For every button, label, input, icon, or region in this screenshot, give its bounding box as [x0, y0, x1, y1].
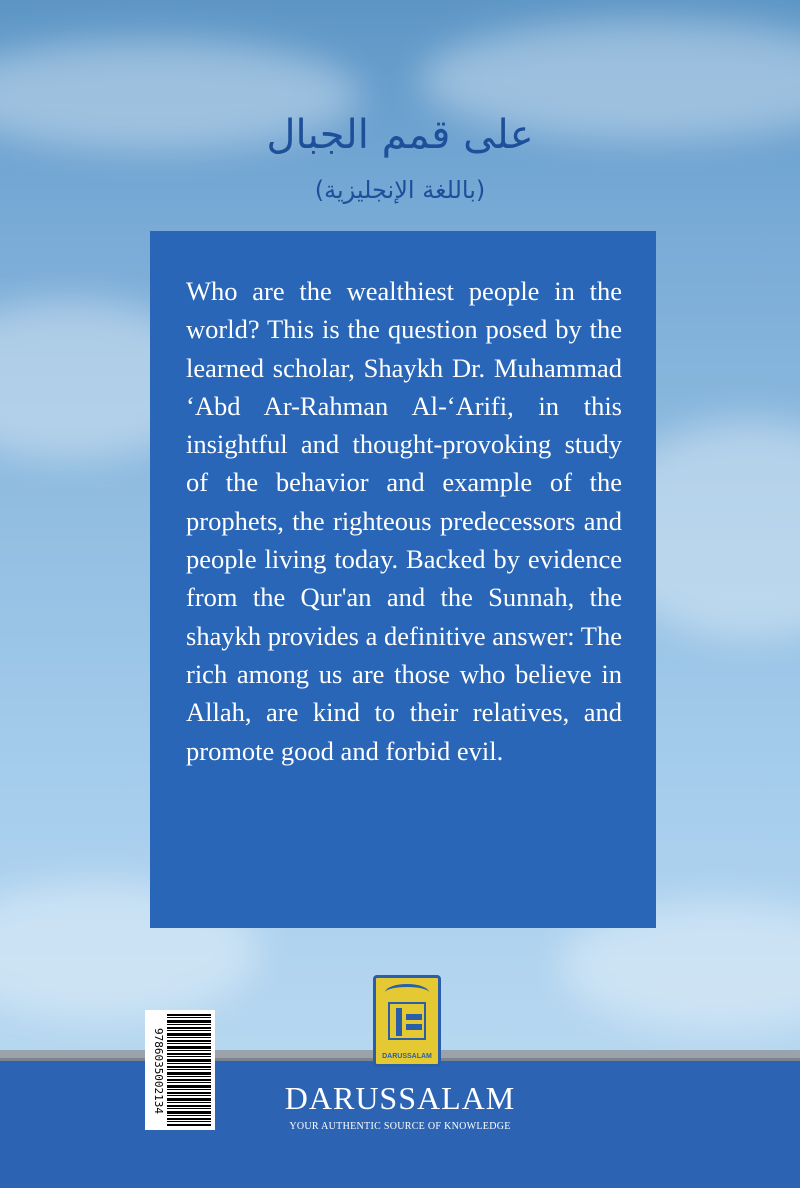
arabic-subtitle: (باللغة الإنجليزية)	[314, 176, 486, 204]
barcode-bars	[167, 1014, 211, 1126]
calligraphy-mark-icon	[388, 1002, 426, 1040]
publisher-name: DARUSSALAM	[284, 1080, 516, 1116]
blurb-text: Who are the wealthiest people in the world? This is the question posed by the learned scholar, Shaykh Dr. Muhammad ‘Abd Ar-Rahman Al-‘Arifi, in this insightful and thought-provoking study of the behavior and example of the prophets, the righteous predecessors and people living today. Backed by evidence from the Qur'an and the Sunnah, the shaykh provides a definitive answer: The rich among us are those who believe in Allah, are kind to their relatives, and promote good and forbid evil.	[186, 276, 622, 766]
book-arch-icon	[385, 984, 429, 1001]
isbn-barcode	[145, 1010, 215, 1130]
publisher-tagline: YOUR AUTHENTIC SOURCE OF KNOWLEDGE	[289, 1121, 511, 1132]
darussalam-logo-icon	[373, 975, 441, 1067]
blurb-box	[150, 231, 656, 928]
logo-label: DARUSSALAM	[382, 1053, 432, 1060]
arabic-title: على قمم الجبال	[266, 112, 534, 158]
isbn-number: 9786035002134	[152, 1027, 165, 1115]
